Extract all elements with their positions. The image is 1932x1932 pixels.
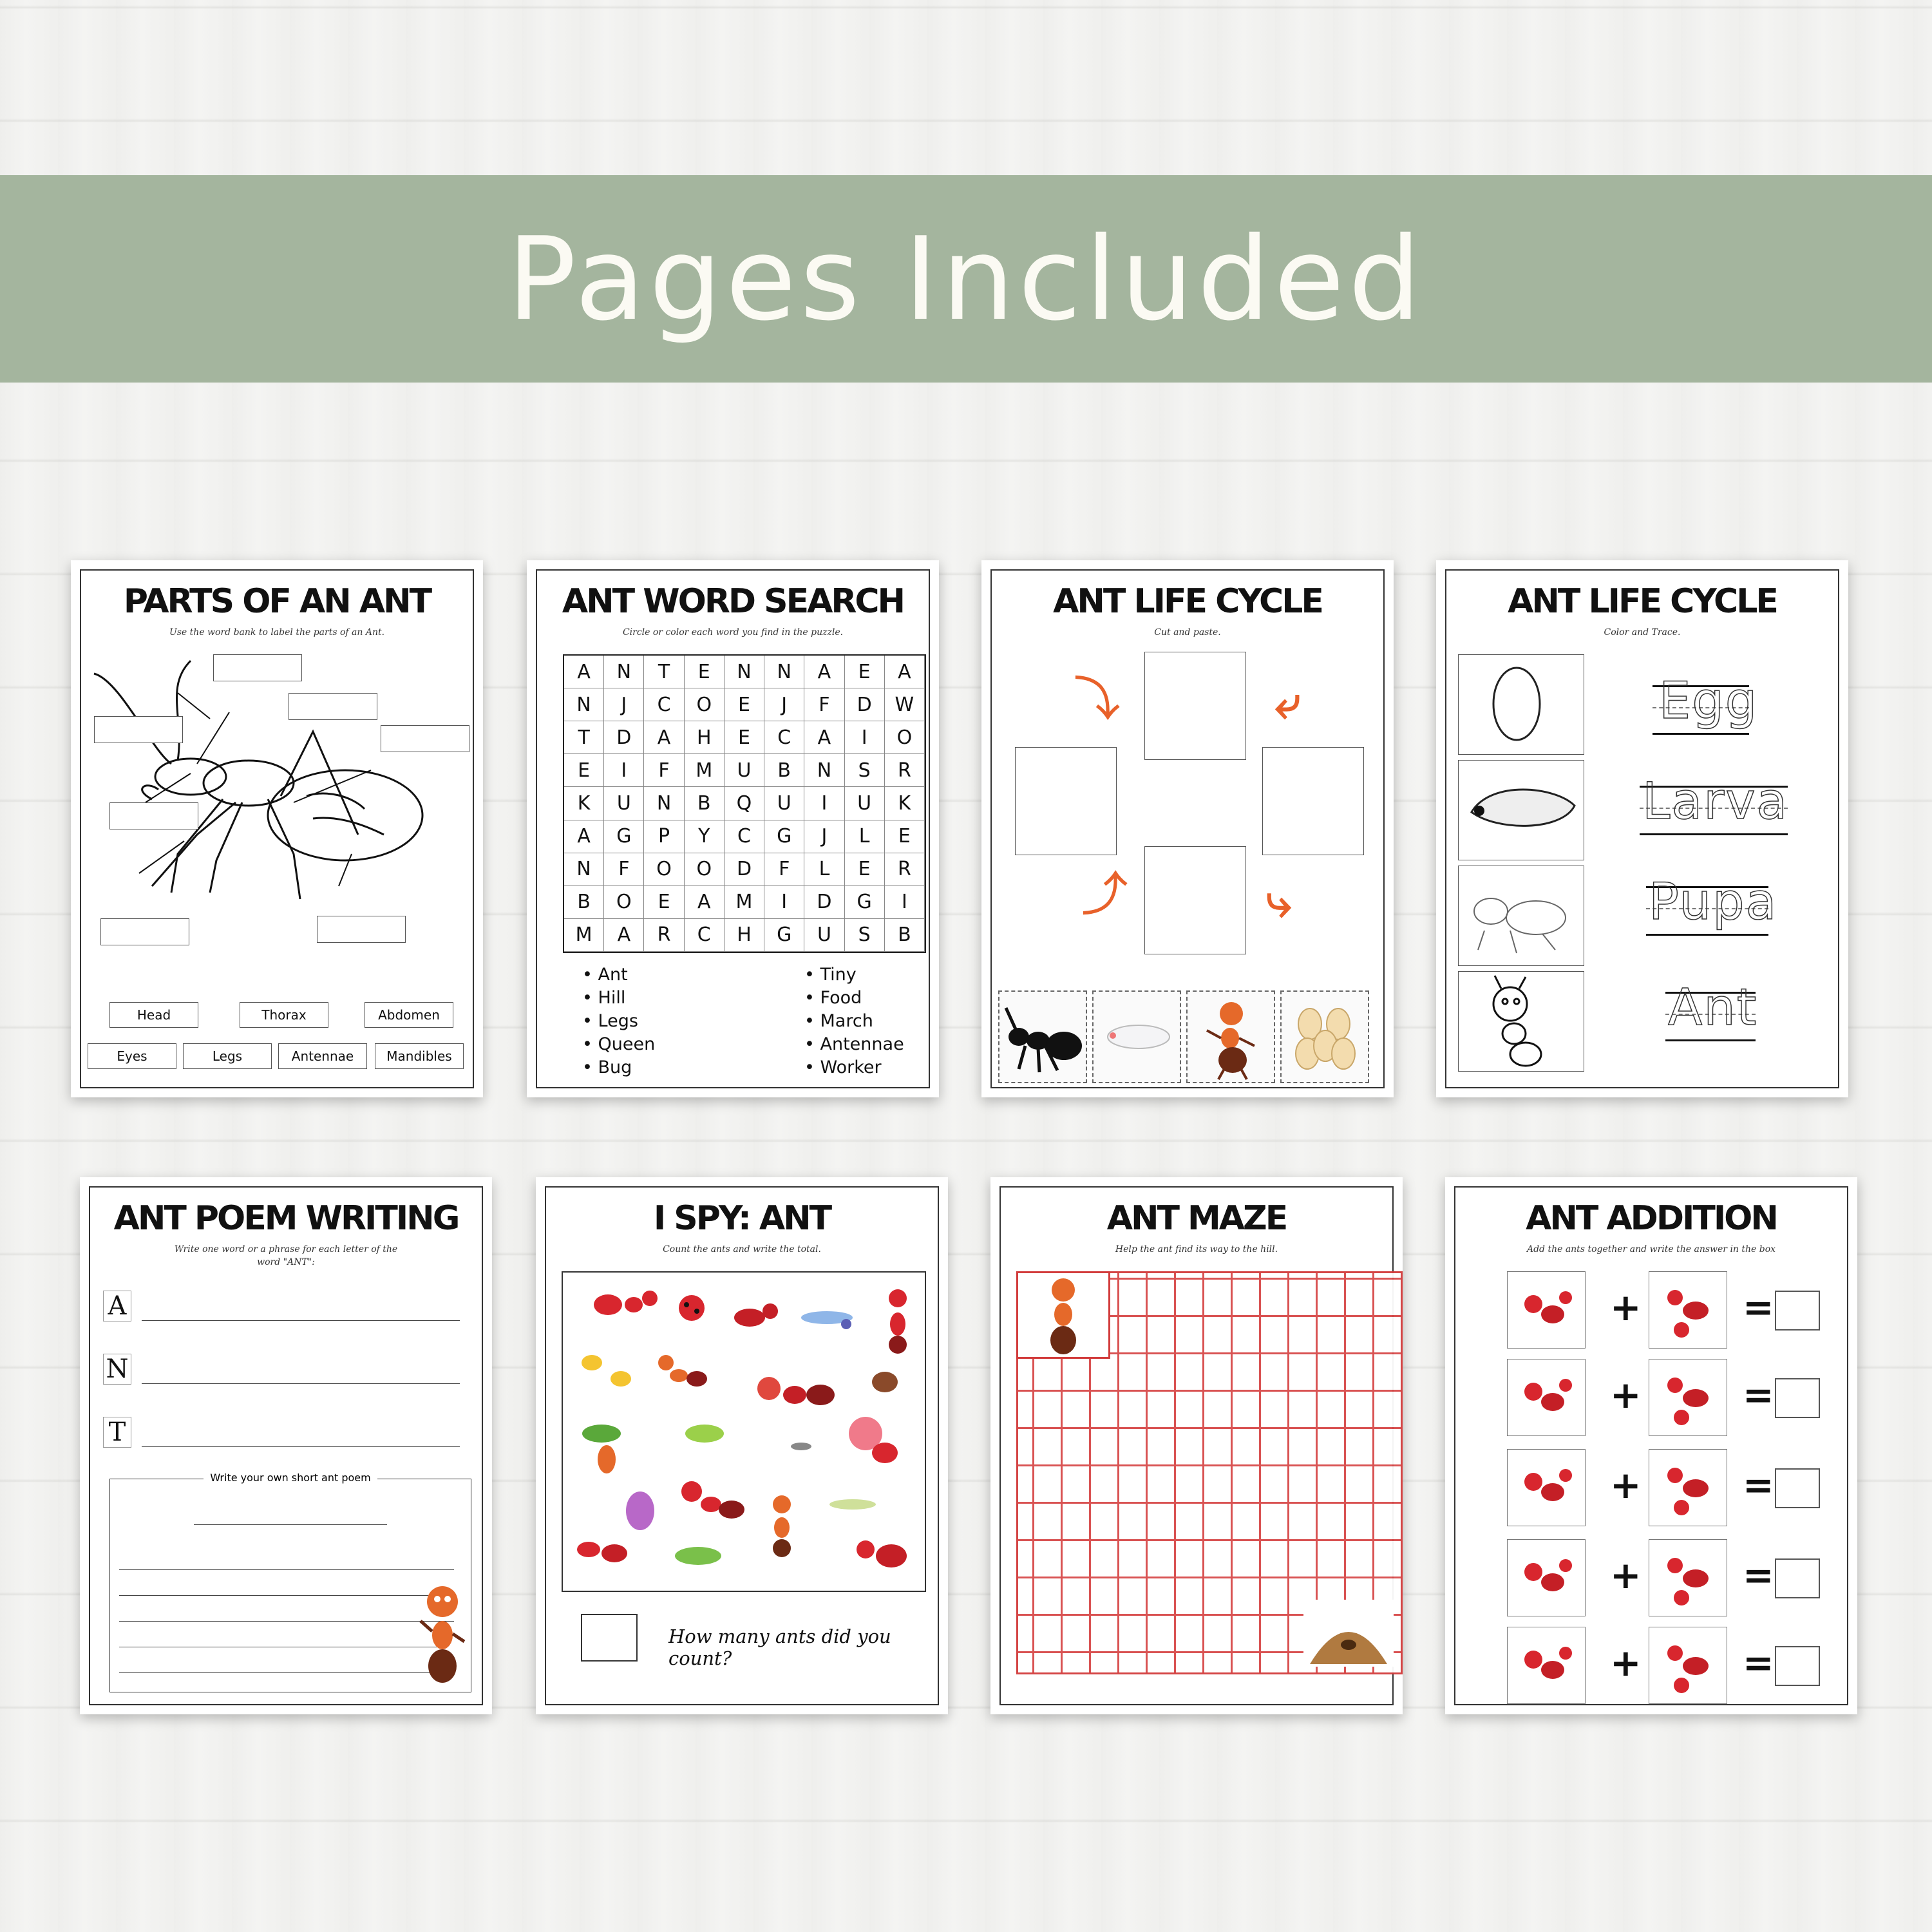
grid-letter[interactable]: A [804, 721, 844, 754]
ant-group-picture [1649, 1271, 1727, 1349]
grid-letter[interactable]: E [845, 853, 885, 886]
grid-letter[interactable]: A [885, 656, 925, 688]
writing-line[interactable] [119, 1672, 441, 1673]
ant-icon [889, 1289, 907, 1354]
grid-letter[interactable]: F [764, 853, 804, 886]
grid-letter[interactable]: N [564, 853, 604, 886]
writing-line[interactable] [142, 1446, 460, 1447]
grid-letter[interactable]: L [845, 820, 885, 853]
grid-letter[interactable]: E [885, 820, 925, 853]
grid-letter[interactable]: H [685, 721, 724, 754]
poem-box[interactable] [109, 1472, 471, 1692]
sheet-subtitle: Color and Trace. [1604, 627, 1681, 638]
grid-letter[interactable]: A [685, 886, 724, 919]
sheet-ant-life-cycle-cut-paste [981, 560, 1394, 1097]
curved-arrow-icon: ⤵ [1074, 673, 1119, 726]
grid-letter[interactable]: A [564, 820, 604, 853]
grid-letter[interactable]: A [644, 721, 684, 754]
sheet-subtitle: Cut and paste. [1154, 627, 1221, 638]
grid-letter[interactable]: F [604, 853, 644, 886]
grid-letter[interactable]: G [845, 886, 885, 919]
sheet-ant-life-cycle-trace [1436, 560, 1848, 1097]
sheet-title: ANT MAZE [1106, 1199, 1287, 1238]
ant-icon [577, 1542, 627, 1562]
label-box[interactable] [289, 693, 377, 720]
ant-group-picture [1507, 1627, 1586, 1704]
paste-box[interactable] [1144, 652, 1246, 760]
grid-letter[interactable]: S [845, 919, 885, 952]
grid-letter[interactable]: T [644, 656, 684, 688]
eggs-icon [1282, 992, 1368, 1082]
grid-letter[interactable]: H [724, 919, 764, 952]
curved-arrow-icon: ⤴ [1082, 868, 1127, 921]
grid-letter[interactable]: J [764, 688, 804, 721]
ant-group-picture [1507, 1539, 1586, 1616]
writing-rule [1646, 934, 1768, 936]
plus-sign: + [1610, 1373, 1642, 1417]
grid-letter[interactable]: U [764, 787, 804, 820]
sheet-border [1454, 1186, 1848, 1705]
maze-end [1303, 1600, 1394, 1667]
grid-letter[interactable]: G [604, 820, 644, 853]
trace-word: Egg [1659, 672, 1759, 730]
grid-letter[interactable]: A [564, 656, 604, 688]
grid-letter[interactable]: D [804, 886, 844, 919]
grid-letter[interactable]: F [804, 688, 844, 721]
equals-sign: = [1743, 1285, 1774, 1329]
plus-sign: + [1610, 1463, 1642, 1507]
grid-letter[interactable]: U [804, 919, 844, 952]
word-list-item: • Antennae [804, 1033, 904, 1056]
sheet-subtitle: Help the ant find its way to the hill. [1115, 1244, 1278, 1255]
cutout-adult-ant[interactable] [1186, 990, 1275, 1083]
sheet-ant-addition [1445, 1177, 1857, 1714]
grid-letter[interactable]: T [564, 721, 604, 754]
grid-letter[interactable]: A [604, 919, 644, 952]
larva-icon [1094, 992, 1180, 1082]
grid-letter[interactable]: M [564, 919, 604, 952]
sheet-border [536, 569, 930, 1088]
answer-box[interactable] [581, 1614, 638, 1662]
grid-letter[interactable]: R [644, 919, 684, 952]
label-box[interactable] [109, 802, 198, 829]
label-box[interactable] [213, 654, 302, 681]
grasshopper-icon [685, 1425, 724, 1443]
grid-letter[interactable]: E [564, 754, 604, 787]
sheet-border [990, 569, 1385, 1088]
grid-letter[interactable]: O [604, 886, 644, 919]
grid-letter[interactable]: I [885, 886, 925, 919]
grid-letter[interactable]: P [644, 820, 684, 853]
grid-letter[interactable]: U [845, 787, 885, 820]
trace-word: Ant [1668, 979, 1758, 1037]
word-list-item: • Worker [804, 1056, 904, 1079]
answer-box[interactable] [1775, 1378, 1820, 1418]
grid-letter[interactable]: O [685, 853, 724, 886]
answer-box[interactable] [1775, 1291, 1820, 1331]
label-box[interactable] [381, 725, 469, 752]
grid-letter[interactable]: S [845, 754, 885, 787]
sheet-border [999, 1186, 1394, 1705]
writing-line[interactable] [142, 1383, 460, 1384]
writing-rule [1640, 833, 1788, 835]
grid-letter[interactable]: G [764, 919, 804, 952]
grid-letter[interactable]: K [564, 787, 604, 820]
sheet-border [1445, 569, 1839, 1088]
word-list-item: • Food [804, 987, 904, 1010]
word-list-item: • Ant [582, 963, 655, 987]
grid-letter[interactable]: J [604, 688, 644, 721]
ant-coloring-icon [1459, 972, 1584, 1071]
picture-box-pupa [1458, 866, 1584, 966]
grid-letter[interactable]: O [685, 688, 724, 721]
grid-letter[interactable]: B [685, 787, 724, 820]
word-bank-item: Mandibles [375, 1043, 464, 1069]
ant-icon [857, 1540, 907, 1567]
word-bank-item: Legs [183, 1043, 272, 1069]
grid-letter[interactable]: M [724, 886, 764, 919]
sheet-title: PARTS OF AN ANT [123, 582, 431, 621]
grid-letter[interactable]: W [885, 688, 925, 721]
grid-letter[interactable]: O [885, 721, 925, 754]
grid-letter[interactable]: B [764, 754, 804, 787]
writing-line[interactable] [119, 1595, 454, 1596]
sheet-title: ANT LIFE CYCLE [1508, 582, 1777, 621]
grid-letter[interactable]: Q [724, 787, 764, 820]
sheet-title: I SPY: ANT [653, 1199, 831, 1238]
grid-letter[interactable]: N [564, 688, 604, 721]
grid-letter[interactable]: N [804, 754, 844, 787]
word-bank-item: Head [109, 1002, 198, 1028]
mosquito-icon [791, 1443, 811, 1450]
ant-group-picture [1507, 1359, 1586, 1436]
ant-icon [773, 1495, 791, 1557]
cutout-ant[interactable] [998, 990, 1087, 1083]
equals-sign: = [1743, 1373, 1774, 1417]
beetle-icon [872, 1372, 898, 1392]
i-spy-picture-area [562, 1271, 926, 1592]
ant-group-picture [1649, 1627, 1727, 1704]
ladybug-icon [679, 1295, 705, 1321]
plus-sign: + [1610, 1641, 1642, 1685]
word-bank-item: Thorax [240, 1002, 328, 1028]
ant-group-picture [1507, 1449, 1586, 1526]
ant-icon [594, 1291, 658, 1315]
picture-box-ant [1458, 971, 1584, 1072]
writing-rule [1665, 1039, 1756, 1041]
grid-letter[interactable]: E [644, 886, 684, 919]
picture-box-larva [1458, 760, 1584, 860]
grid-letter[interactable]: C [724, 820, 764, 853]
grid-letter[interactable]: A [804, 656, 844, 688]
word-bank-item: Antennae [278, 1043, 367, 1069]
ant-group-picture [1649, 1449, 1727, 1526]
grid-letter[interactable]: N [764, 656, 804, 688]
grid-letter[interactable]: C [764, 721, 804, 754]
word-list-item: • March [804, 1010, 904, 1033]
plus-sign: + [1610, 1285, 1642, 1329]
grid-letter[interactable]: U [604, 787, 644, 820]
equals-sign: = [1743, 1463, 1774, 1507]
sheet-i-spy-ant [536, 1177, 948, 1714]
dragonfly-icon [829, 1499, 876, 1510]
grid-letter[interactable]: N [604, 656, 644, 688]
grid-letter[interactable]: R [885, 754, 925, 787]
label-box[interactable] [317, 916, 406, 943]
sheet-ant-maze [990, 1177, 1403, 1714]
grid-letter[interactable]: D [604, 721, 644, 754]
larva-outline-icon [1459, 761, 1584, 860]
grid-letter[interactable]: L [804, 853, 844, 886]
grid-letter[interactable]: B [885, 919, 925, 952]
plus-sign: + [1610, 1553, 1642, 1597]
poem-box-label: Write your own short ant poem [204, 1472, 377, 1484]
grid-letter[interactable]: I [604, 754, 644, 787]
grid-letter[interactable]: D [724, 853, 764, 886]
grid-letter[interactable]: I [764, 886, 804, 919]
grid-letter[interactable]: I [804, 787, 844, 820]
writing-line[interactable] [119, 1621, 454, 1622]
egg-outline-icon [1459, 655, 1584, 754]
grid-letter[interactable]: Y [685, 820, 724, 853]
word-list-item: • Tiny [804, 963, 904, 987]
sheet-ant-poem-writing [80, 1177, 492, 1714]
curved-arrow-icon: ⤶ [1275, 676, 1301, 729]
grid-letter[interactable]: E [845, 656, 885, 688]
sheet-border [545, 1186, 939, 1705]
ant-group-picture [1649, 1359, 1727, 1436]
cutout-eggs[interactable] [1280, 990, 1369, 1083]
answer-box[interactable] [1775, 1558, 1820, 1598]
trace-word: Pupa [1649, 873, 1778, 931]
grid-letter[interactable]: R [885, 853, 925, 886]
acrostic-letter: N [103, 1354, 131, 1385]
grid-letter[interactable]: D [845, 688, 885, 721]
ant-icon [849, 1417, 898, 1463]
grid-letter[interactable]: K [885, 787, 925, 820]
acrostic-letter: A [103, 1291, 131, 1321]
leaf-ant-icon [582, 1425, 621, 1473]
grid-letter[interactable]: M [685, 754, 724, 787]
sheet-subtitle: Write one word or a phrase for each letter of the [174, 1244, 398, 1255]
word-list-right [804, 963, 904, 1079]
sheet-title: ANT POEM WRITING [113, 1199, 459, 1238]
paste-box[interactable] [1262, 747, 1364, 855]
grid-letter[interactable]: N [724, 656, 764, 688]
grasshopper-icon [675, 1547, 721, 1565]
writing-line[interactable] [119, 1569, 454, 1570]
trace-word: Larva [1642, 773, 1789, 831]
picture-box-egg [1458, 654, 1584, 755]
ant-hill-icon [1303, 1600, 1394, 1667]
sheet-subtitle: Count the ants and write the total. [663, 1244, 821, 1255]
start-ant-icon [1018, 1273, 1108, 1357]
word-bank-item: Abdomen [365, 1002, 453, 1028]
grid-letter[interactable]: O [644, 853, 684, 886]
grid-letter[interactable]: E [724, 721, 764, 754]
writing-rule [1653, 733, 1749, 735]
word-list-item: • Bug [582, 1056, 655, 1079]
label-box[interactable] [94, 716, 183, 743]
ant-icon [658, 1355, 707, 1387]
sheet-border [89, 1186, 483, 1705]
equals-sign: = [1743, 1641, 1774, 1685]
sheet-subtitle: Circle or color each word you find in the puzzle. [622, 627, 844, 638]
grid-letter[interactable]: I [845, 721, 885, 754]
grid-letter[interactable]: U [724, 754, 764, 787]
equals-sign: = [1743, 1553, 1774, 1597]
paste-box[interactable] [1015, 747, 1117, 855]
banner [0, 175, 1932, 383]
word-list-item: • Legs [582, 1010, 655, 1033]
ant-outline-drawing [81, 641, 474, 912]
word-list-left [582, 963, 655, 1079]
label-box[interactable] [100, 918, 189, 945]
ant-group-picture [1649, 1539, 1727, 1616]
ant-group-picture [1507, 1271, 1586, 1349]
grid-letter[interactable]: B [564, 886, 604, 919]
sheet-subtitle: word "ANT": [257, 1257, 315, 1267]
poem-title-line[interactable] [194, 1524, 387, 1525]
ant-icon [734, 1303, 778, 1327]
pupa-outline-icon [1459, 866, 1584, 965]
maze-start [1016, 1271, 1110, 1359]
grid-letter[interactable]: E [685, 656, 724, 688]
cutout-larva[interactable] [1092, 990, 1181, 1083]
sheet-title: ANT LIFE CYCLE [1053, 582, 1322, 621]
poem-box-label-wrap [110, 1472, 471, 1484]
banner-title: Pages Included [507, 212, 1425, 346]
bee-icon [582, 1355, 631, 1387]
acrostic-letter: T [103, 1417, 131, 1448]
ant-icon [757, 1377, 835, 1405]
answer-box[interactable] [1775, 1468, 1820, 1508]
sheet-title: ANT ADDITION [1526, 1199, 1777, 1238]
grid-letter[interactable]: G [764, 820, 804, 853]
butterfly-icon [626, 1492, 654, 1530]
answer-box[interactable] [1775, 1646, 1820, 1686]
word-list-item: • Queen [582, 1033, 655, 1056]
grid-letter[interactable]: F [644, 754, 684, 787]
word-search-grid[interactable] [563, 654, 926, 953]
sheet-title: ANT WORD SEARCH [562, 582, 904, 621]
grid-letter[interactable]: N [644, 787, 684, 820]
word-bank-item: Eyes [88, 1043, 176, 1069]
sheet-border [80, 569, 474, 1088]
grid-letter[interactable]: J [804, 820, 844, 853]
bugs-collage [563, 1273, 925, 1591]
grid-letter[interactable]: C [644, 688, 684, 721]
ant-icon [681, 1481, 744, 1519]
grid-letter[interactable]: E [724, 688, 764, 721]
cartoon-ant-icon [1188, 992, 1274, 1082]
waving-ant-icon [417, 1580, 468, 1689]
writing-line[interactable] [142, 1320, 460, 1321]
black-ant-icon [999, 992, 1086, 1082]
sheet-subtitle: Add the ants together and write the answer in the box [1526, 1244, 1776, 1255]
paste-box[interactable] [1144, 846, 1246, 954]
dragonfly-icon [801, 1311, 853, 1329]
sheet-parts-of-an-ant [71, 560, 483, 1097]
sheet-ant-word-search [527, 560, 939, 1097]
curved-arrow-icon: ⤷ [1266, 875, 1292, 927]
grid-letter[interactable]: C [685, 919, 724, 952]
sheet-subtitle: Use the word bank to label the parts of an Ant. [169, 627, 385, 638]
count-question: How many ants did you count? [668, 1625, 891, 1669]
word-list-item: • Hill [582, 987, 655, 1010]
